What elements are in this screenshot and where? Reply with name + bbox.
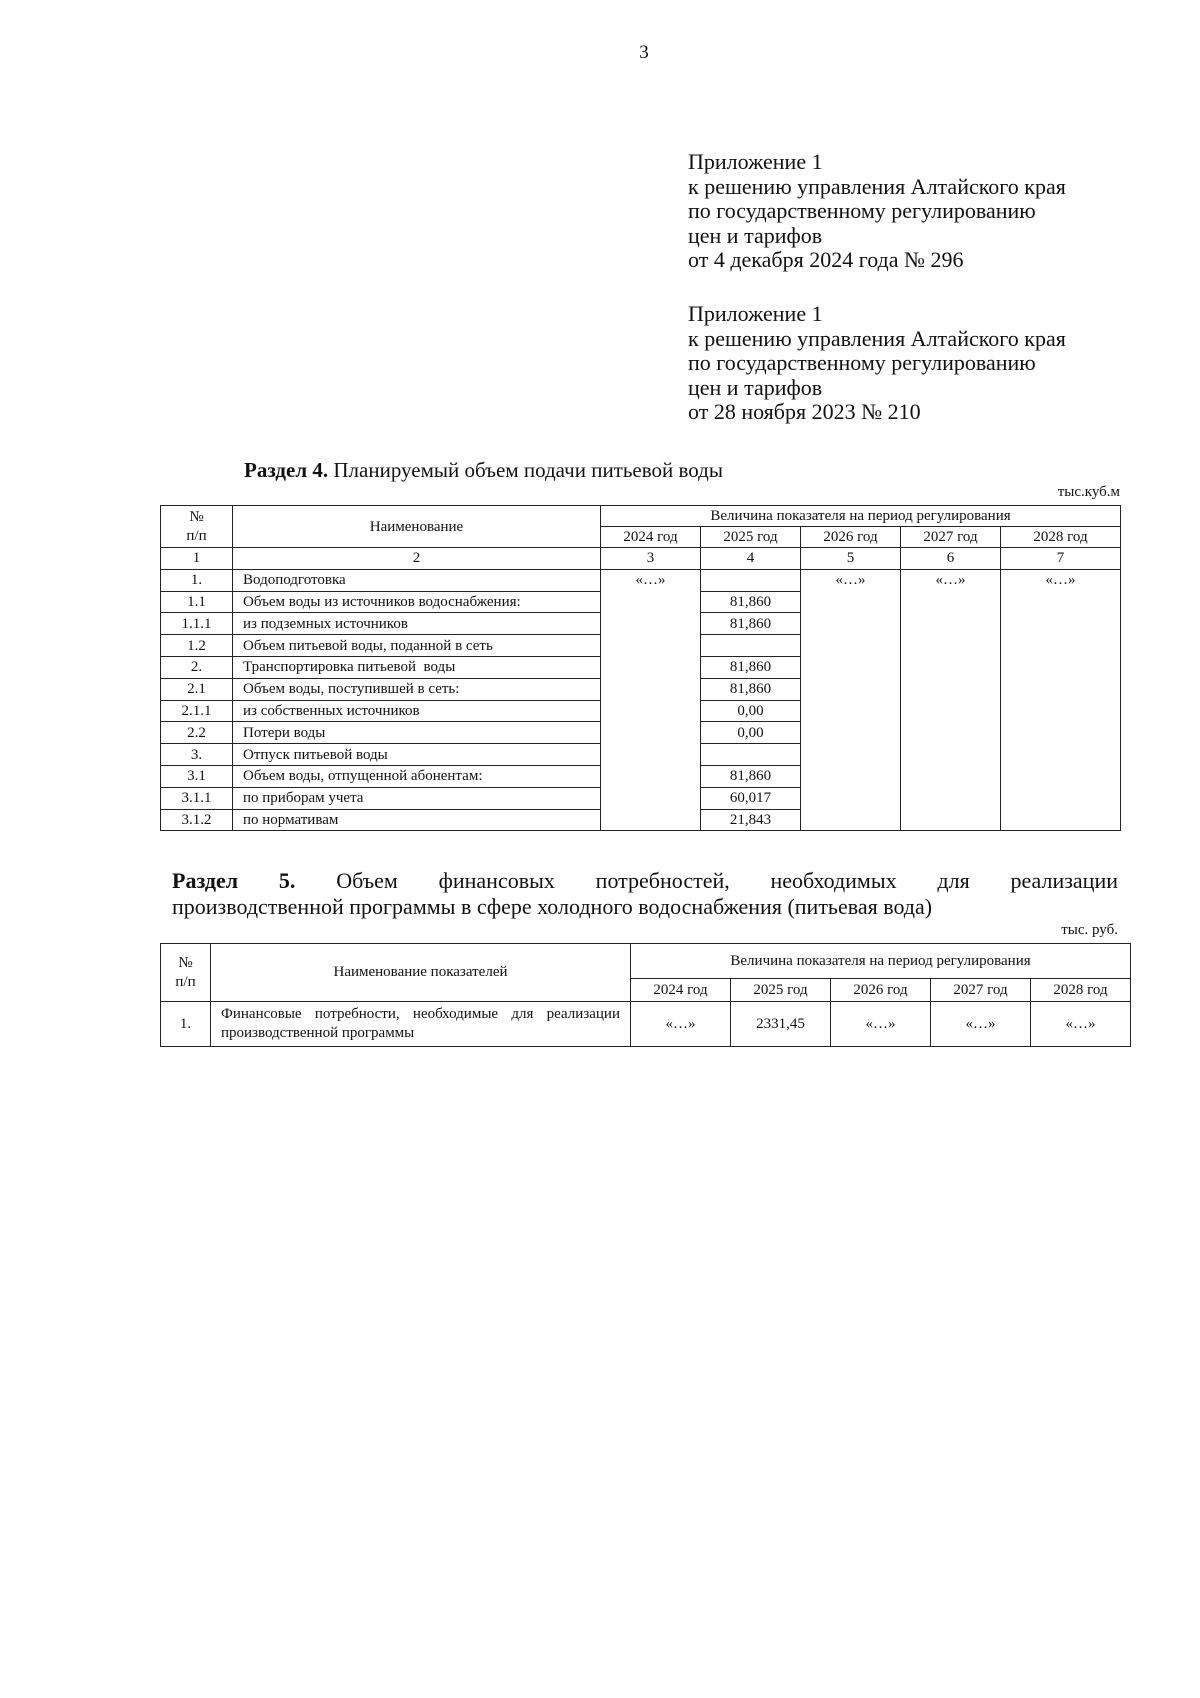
row-num: 2.2 bbox=[161, 722, 233, 744]
appendix-line: от 4 декабря 2024 года № 296 bbox=[688, 247, 964, 272]
header-period: Величина показателя на период регулирования bbox=[631, 944, 1131, 979]
cell-2025: 21,843 bbox=[701, 809, 801, 831]
header-year: 2026 год bbox=[801, 527, 901, 548]
cell-2025: 81,860 bbox=[701, 613, 801, 635]
row-num: 1.1 bbox=[161, 591, 233, 613]
column-number: 7 bbox=[1001, 548, 1121, 570]
header-num: № п/п bbox=[161, 506, 233, 548]
row-num: 1. bbox=[161, 1002, 211, 1047]
section5-title-text: Объем финансовых потребностей, необходимых для реализации bbox=[336, 868, 1119, 893]
header-period: Величина показателя на период регулирования bbox=[601, 506, 1121, 527]
header-num: № п/п bbox=[161, 944, 211, 1002]
section4-label: Раздел 4. bbox=[244, 458, 329, 482]
column-number: 5 bbox=[801, 548, 901, 570]
table-row bbox=[161, 569, 1121, 591]
row-num: 3.1.2 bbox=[161, 809, 233, 831]
header-year: 2028 год bbox=[1001, 527, 1121, 548]
header-year: 2027 год bbox=[901, 527, 1001, 548]
header-name: Наименование bbox=[233, 506, 601, 548]
appendix-line: к решению управления Алтайского края bbox=[688, 173, 1066, 199]
table-row bbox=[161, 1002, 1131, 1047]
cell-2025 bbox=[701, 744, 801, 766]
cell-2025 bbox=[701, 569, 801, 591]
row-name: Объем воды из источников водоснабжения: bbox=[233, 591, 601, 613]
row-num: 3. bbox=[161, 744, 233, 766]
cell-2024: «…» bbox=[631, 1002, 731, 1047]
cell-2026: «…» bbox=[831, 1002, 931, 1047]
row-name: из собственных источников bbox=[233, 700, 601, 722]
appendix-line: Приложение 1 bbox=[688, 301, 823, 326]
cell-2027: «…» bbox=[931, 1002, 1031, 1047]
section4-title-text: Планируемый объем подачи питьевой воды bbox=[333, 458, 723, 482]
column-number: 3 bbox=[601, 548, 701, 570]
row-num: 2. bbox=[161, 656, 233, 678]
row-num: 1.2 bbox=[161, 635, 233, 657]
cell-2027-omitted: «…» bbox=[901, 569, 1001, 831]
row-num: 2.1 bbox=[161, 678, 233, 700]
appendix-line: к решению управления Алтайского края bbox=[688, 325, 1066, 351]
column-number: 6 bbox=[901, 548, 1001, 570]
header-year: 2024 год bbox=[631, 979, 731, 1002]
appendix-line: Приложение 1 bbox=[688, 149, 823, 174]
row-name: Потери воды bbox=[233, 722, 601, 744]
row-name: по нормативам bbox=[233, 809, 601, 831]
appendix-previous bbox=[688, 302, 1066, 425]
section5-title bbox=[172, 868, 1118, 920]
cell-2025: 81,860 bbox=[701, 765, 801, 787]
row-num: 2.1.1 bbox=[161, 700, 233, 722]
section4-title bbox=[244, 458, 723, 483]
section4-unit: тыс.куб.м bbox=[1057, 484, 1120, 500]
row-name: Водоподготовка bbox=[233, 569, 601, 591]
row-name: Отпуск питьевой воды bbox=[233, 744, 601, 766]
row-name: Объем питьевой воды, поданной в сеть bbox=[233, 635, 601, 657]
section5-unit: тыс. руб. bbox=[1061, 922, 1118, 938]
cell-2025: 81,860 bbox=[701, 678, 801, 700]
appendix-line: от 28 ноября 2023 № 210 bbox=[688, 399, 921, 424]
appendix-line: по государственному регулированию bbox=[688, 350, 1036, 375]
row-num: 1.1.1 bbox=[161, 613, 233, 635]
row-name: из подземных источников bbox=[233, 613, 601, 635]
row-num: 3.1.1 bbox=[161, 787, 233, 809]
row-num: 3.1 bbox=[161, 765, 233, 787]
header-year: 2024 год bbox=[601, 527, 701, 548]
header-year: 2025 год bbox=[701, 527, 801, 548]
section5-title-line2: производственной программы в сфере холодного водоснабжения (питьевая вода) bbox=[172, 894, 933, 919]
section5-title-line1 bbox=[172, 868, 1118, 894]
cell-2028-omitted: «…» bbox=[1001, 569, 1121, 831]
section4-table bbox=[160, 505, 1121, 831]
header-name: Наименование показателей bbox=[211, 944, 631, 1002]
header-year: 2025 год bbox=[731, 979, 831, 1002]
cell-2025: 0,00 bbox=[701, 722, 801, 744]
row-name: Объем воды, отпущенной абонентам: bbox=[233, 765, 601, 787]
cell-2025 bbox=[701, 635, 801, 657]
cell-2025: 60,017 bbox=[701, 787, 801, 809]
appendix-line: цен и тарифов bbox=[688, 374, 823, 400]
column-number: 2 bbox=[233, 548, 601, 570]
cell-2025: 2331,45 bbox=[731, 1002, 831, 1047]
row-name: Объем воды, поступившей в сеть: bbox=[233, 678, 601, 700]
row-name: Транспортировка питьевой воды bbox=[233, 656, 601, 678]
page-number: 3 bbox=[639, 42, 649, 63]
cell-2025: 0,00 bbox=[701, 700, 801, 722]
cell-2026-omitted: «…» bbox=[801, 569, 901, 831]
header-year: 2028 год bbox=[1031, 979, 1131, 1002]
appendix-line: цен и тарифов bbox=[688, 222, 823, 248]
header-year: 2026 год bbox=[831, 979, 931, 1002]
section5-label: Раздел 5. bbox=[172, 868, 296, 893]
appendix-line: по государственному регулированию bbox=[688, 198, 1036, 223]
cell-2025: 81,860 bbox=[701, 656, 801, 678]
row-num: 1. bbox=[161, 569, 233, 591]
appendix-current bbox=[688, 150, 1066, 273]
header-year: 2027 год bbox=[931, 979, 1031, 1002]
cell-2028: «…» bbox=[1031, 1002, 1131, 1047]
cell-2025: 81,860 bbox=[701, 591, 801, 613]
cell-2024-omitted: «…» bbox=[601, 569, 701, 831]
row-name: по приборам учета bbox=[233, 787, 601, 809]
column-number: 4 bbox=[701, 548, 801, 570]
column-number: 1 bbox=[161, 548, 233, 570]
section5-table bbox=[160, 943, 1131, 1047]
row-name: Финансовые потребности, необходимые для реализации производственной программы bbox=[211, 1002, 631, 1047]
